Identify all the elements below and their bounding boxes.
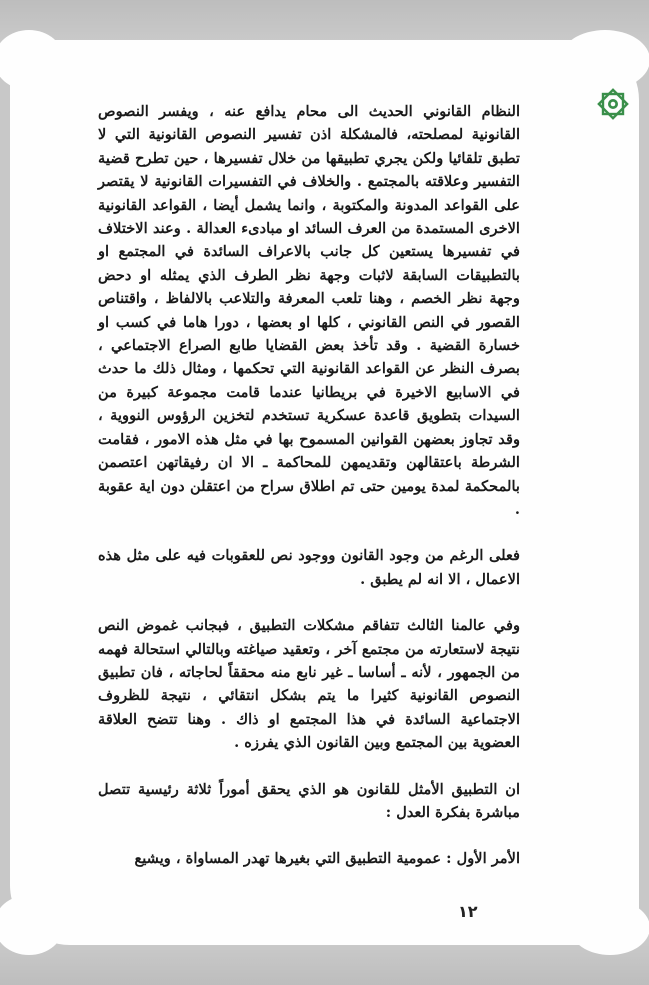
paragraph-5: الأمر الأول : عمومية التطبيق التي بغيرها تهدر المساواة ، ويشيع (134, 850, 520, 868)
body-text (98, 100, 520, 871)
green-star-ornament-icon (595, 86, 631, 122)
paragraph-3: وفي عالمنا الثالث تتفاقم مشكلات التطبيق ، فبجانب غموض النص نتيجة لاستعارته من مجتمع آخر ، وتعقيد صياغته وبالتالي استحالة فهمه من الجمهور ، لأنه ـ أساسا ـ غير نابع منه محققاً لحاجاته ، فان تطبيق النصوص القانونية كثيرا ما يتم بشكل انتقائي ، نتيجة للظروف الاجتماعية السائدة في هذا المجتمع او ذاك . وهنا تتضح العلاقة العضوية بين المجتمع وبين القانون الذي يفرزه . (98, 617, 520, 752)
paragraph-4: ان التطبيق الأمثل للقانون هو الذي يحقق أموراً ثلاثة رئيسية تتصل مباشرة بفكرة العدل : (98, 780, 520, 821)
paragraph-2: فعلى الرغم من وجود القانون ووجود نص للعقوبات فيه على مثل هذه الاعمال ، الا انه لم يطبق . (98, 547, 520, 588)
paragraph-1: النظام القانوني الحديث الى محام يدافع عنه ، ويفسر النصوص القانونية لمصلحته، فالمشكلة اذن تفسير النصوص القانونية التي لا تطبق تلقائيا ولكن يجري تطبيقها من خلال تفسيرها ، حين تطرح قضية التفسير وعلاقته بالمجتمع . والخلاف في التفسيرات القانونية لا يقتصر على القواعد المدونة والمكتوبة ، وانما يشمل أيضا ، القواعد القانونية الاخرى المستمدة من العرف السائد او مبادىء العدالة . وعند الاختلاف في تفسيرها يستعين كل جانب بالاعراف السائدة في المجتمع او بالتطبيقات السابقة لاثبات وجهة نظر الطرف الذي يمثله او دحض وجهة نظر الخصم ، وهنا تلعب المعرفة والتلاعب بالالفاظ ، واقتناص القصور في النص القانوني ، كلها او بعضها ، دورا هاما في كسب او خسارة القضية . وقد تأخذ بعض القضايا طابع الصراع الاجتماعي ، بصرف النظر عن القواعد القانونية التي تحكمها ، ومثال ذلك ما حدث في الاسابيع الاخيرة في بريطانيا عندما قامت مجموعة كبيرة من السيدات بتطويق قاعدة عسكرية تستخدم لتخزين الرؤوس النووية ، وقد تجاوز بعضهن القوانين المسموح بها في مثل هذه الامور ، فقامت الشرطة باعتقالهن وتقديمهن للمحاكمة ـ الا ان رفيقاتهن اعتصمن بالمحكمة لمدة يومين حتى تم اطلاق سراح من اعتقلن دون اية عقوبة . (98, 103, 520, 518)
paper-scallop (560, 30, 649, 90)
paper-scallop (570, 900, 649, 955)
page-number: ١٢ (458, 902, 478, 921)
